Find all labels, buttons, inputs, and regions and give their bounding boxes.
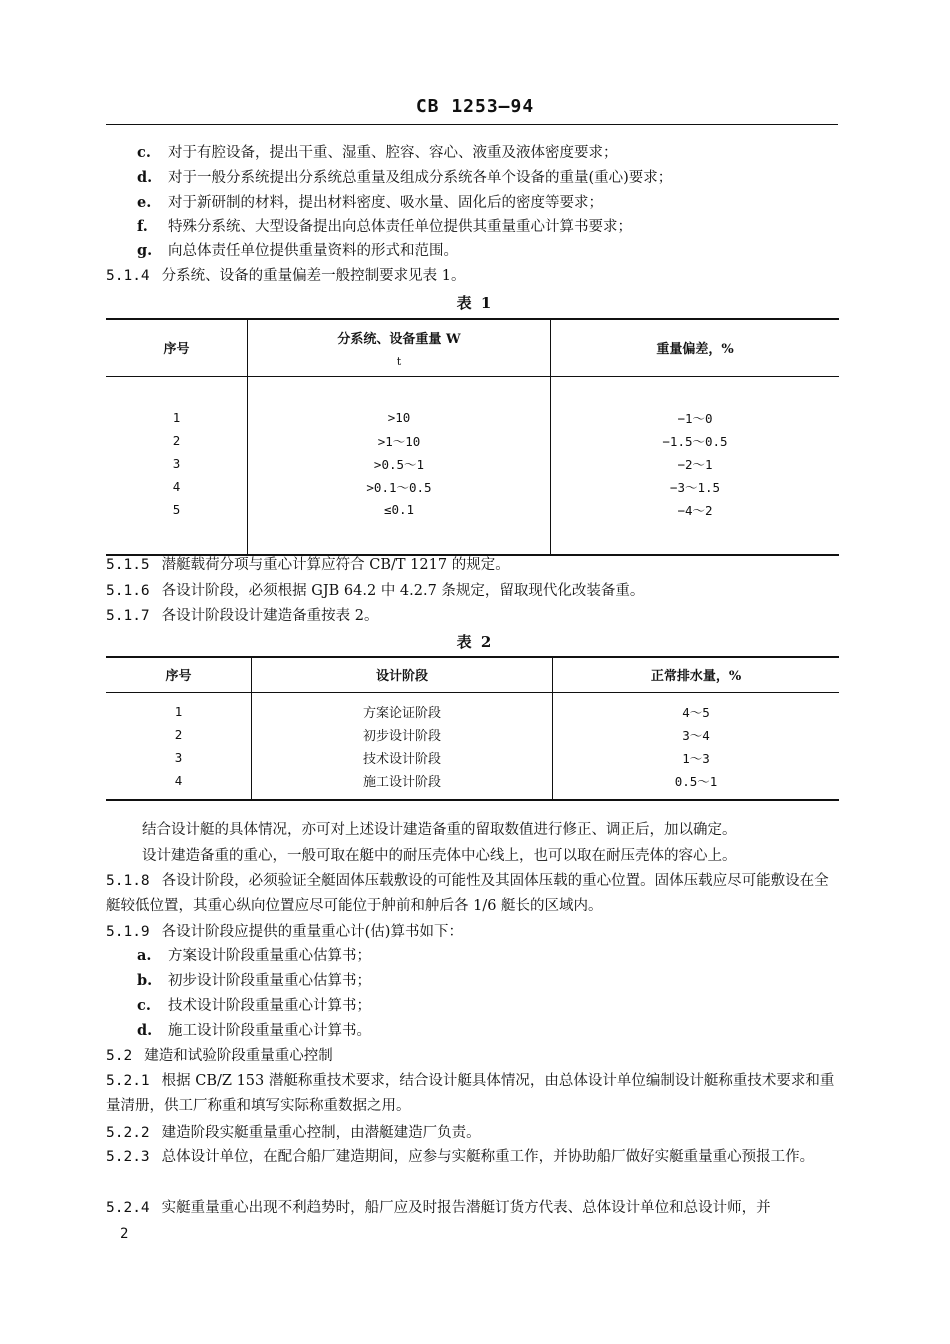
table-row [106, 429, 839, 452]
table-1 [106, 318, 839, 556]
list-text: 对于有腔设备，提出干重、湿重、腔容、容心、液重及液体密度要求； [168, 145, 618, 161]
table2-header-displacement: 正常排水量，% [553, 657, 840, 692]
table2-cell-percent: 3～4 [553, 723, 840, 746]
header-rule [106, 124, 838, 125]
list-text: 对于新研制的材料，提出材料密度、吸水量、固化后的密度等要求； [168, 195, 603, 211]
list-marker: c. [137, 997, 151, 1014]
table-row [106, 452, 839, 475]
section-text: 实艇重量重心出现不利趋势时，船厂应及时报告潜艇订货方代表、总体设计单位和总设计师，并 [161, 1200, 771, 1216]
section-5-2 [106, 1046, 333, 1066]
table2-cell-index: 3 [174, 750, 183, 765]
section-number: 5.1.5 [106, 557, 150, 573]
section-number: 5.1.7 [106, 608, 150, 624]
list-text: 初步设计阶段重量重心估算书； [168, 973, 371, 989]
table1-cell-weight: >10 [248, 406, 551, 429]
section-number: 5.1.4 [106, 268, 150, 284]
section-number: 5.1.6 [106, 583, 150, 599]
table1-cell-deviation: −1～0 [551, 406, 840, 429]
paragraph-center-of-gravity: 设计建造备重的重心，一般可取在艇中的耐压壳体中心线上，也可以取在耐压壳体的容心上。 [142, 848, 737, 864]
table1-cell-weight: ≤0.1 [248, 498, 551, 521]
section-5-1-8 [106, 869, 840, 918]
table1-cell-deviation: −1.5～0.5 [551, 429, 840, 452]
table1-cell-deviation: −3～1.5 [551, 475, 840, 498]
table1-cell-index: 4 [172, 479, 181, 494]
section-5-1-7 [106, 606, 379, 626]
section-text: 各设计阶段，必须根据 GJB 64.2 中 4.2.7 条规定，留取现代化改装备重。 [161, 583, 645, 599]
table-row [106, 769, 839, 792]
list-item-g [137, 241, 458, 261]
section-5-1-4 [106, 266, 466, 286]
table-row [106, 475, 839, 498]
section-5-1-6 [106, 581, 644, 601]
table-row [106, 700, 839, 723]
section-text: 根据 CB/Z 153 潜艇称重技术要求，结合设计艇具体情况，由总体设计单位编制设计艇称重技术要求和重量清册，供工厂称重和填写实际称重数据之用。 [106, 1073, 835, 1114]
list-marker: b. [137, 972, 153, 989]
table1-header-weight-unit: t [396, 354, 402, 368]
table-row [106, 746, 839, 769]
table1-cell-index: 5 [172, 502, 181, 517]
table1-cell-weight: >0.1～0.5 [248, 475, 551, 498]
list-marker: f. [137, 218, 148, 235]
section-5-2-2 [106, 1123, 481, 1143]
table1-header-weight-label: 分系统、设备重量 W [337, 331, 461, 347]
section-text: 分系统、设备的重量偏差一般控制要求见表 1。 [161, 268, 466, 284]
table2-cell-index: 1 [174, 704, 183, 719]
section-number: 5.2.2 [106, 1125, 150, 1141]
list-text: 特殊分系统、大型设备提出向总体责任单位提供其重量重心计算书要求； [168, 219, 632, 235]
table1-caption: 表 1 [456, 294, 494, 312]
section-number: 5.1.9 [106, 924, 150, 940]
section-5-2-3 [106, 1145, 840, 1170]
table-row [106, 723, 839, 746]
list-item-c2 [137, 996, 371, 1016]
table1-cell-weight: >1～10 [248, 429, 551, 452]
table1-cell-weight: >0.5～1 [248, 452, 551, 475]
list-text: 向总体责任单位提供重量资料的形式和范围。 [168, 243, 458, 259]
table1-cell-index: 1 [172, 410, 181, 425]
list-marker: c. [137, 144, 151, 161]
section-5-2-1 [106, 1069, 840, 1118]
table2-cell-stage: 方案论证阶段 [252, 700, 553, 723]
table-row [106, 406, 839, 429]
table1-cell-deviation: −2～1 [551, 452, 840, 475]
table1-cell-index: 3 [172, 456, 181, 471]
section-heading: 建造和试验阶段重量重心控制 [144, 1048, 333, 1064]
section-number: 5.2.1 [106, 1073, 150, 1089]
table1-header-index: 序号 [106, 319, 248, 376]
table2-caption: 表 2 [456, 633, 494, 651]
list-item-b [137, 971, 371, 991]
list-item-d [137, 168, 672, 188]
section-number: 5.2.4 [106, 1200, 150, 1216]
list-text: 方案设计阶段重量重心估算书； [168, 948, 371, 964]
page-number: 2 [120, 1226, 129, 1242]
section-5-1-5 [106, 555, 510, 575]
section-text: 总体设计单位，在配合船厂建造期间，应参与实艇称重工作，并协助船厂做好实艇重量重心预报工作。 [161, 1149, 815, 1165]
list-text: 对于一般分系统提出分系统总重量及组成分系统各单个设备的重量(重心)要求； [168, 170, 673, 186]
section-text: 各设计阶段，必须验证全艇固体压载敷设的可能性及其固体压载的重心位置。固体压载应尽可能敷设在全艇较低位置，其重心纵向位置应尽可能位于舯前和舯后各 1/6 艇长的区域内。 [106, 873, 829, 914]
table-row [106, 498, 839, 521]
table2-cell-index: 2 [174, 727, 183, 742]
table2-cell-percent: 0.5～1 [553, 769, 840, 792]
list-marker: g. [137, 242, 153, 259]
section-number: 5.1.8 [106, 873, 150, 889]
document-code: CB 1253—94 [415, 96, 535, 117]
section-5-1-9 [106, 922, 463, 942]
table2-cell-index: 4 [174, 773, 183, 788]
list-item-c [137, 143, 618, 163]
list-marker: a. [137, 947, 152, 964]
list-marker: d. [137, 1022, 153, 1039]
table1-cell-deviation: −4～2 [551, 498, 840, 521]
list-item-f [137, 217, 632, 237]
table2-cell-stage: 初步设计阶段 [252, 723, 553, 746]
table2-header-stage: 设计阶段 [252, 657, 553, 692]
table2-cell-stage: 施工设计阶段 [252, 769, 553, 792]
table1-cell-index: 2 [172, 433, 181, 448]
section-5-2-4 [106, 1198, 771, 1218]
table2-header-index: 序号 [106, 657, 252, 692]
table2-cell-percent: 1～3 [553, 746, 840, 769]
table1-header-deviation: 重量偏差，% [551, 319, 840, 376]
list-marker: e. [137, 194, 152, 211]
list-text: 施工设计阶段重量重心计算书。 [168, 1023, 371, 1039]
section-number: 5.2.3 [106, 1149, 150, 1165]
table-2 [106, 656, 839, 801]
list-marker: d. [137, 169, 153, 186]
section-text: 潜艇载荷分项与重心计算应符合 CB/T 1217 的规定。 [161, 557, 510, 573]
table1-header-weight [248, 319, 551, 376]
list-item-e [137, 193, 603, 213]
section-text: 各设计阶段设计建造备重按表 2。 [161, 608, 379, 624]
section-number: 5.2 [106, 1048, 133, 1064]
section-text: 建造阶段实艇重量重心控制，由潜艇建造厂负责。 [161, 1125, 481, 1141]
list-item-d2 [137, 1021, 371, 1041]
table2-cell-stage: 技术设计阶段 [252, 746, 553, 769]
table2-cell-percent: 4～5 [553, 700, 840, 723]
section-text: 各设计阶段应提供的重量重心计(估)算书如下： [161, 924, 463, 940]
list-text: 技术设计阶段重量重心计算书； [168, 998, 371, 1014]
list-item-a [137, 946, 371, 966]
paragraph-adjustment: 结合设计艇的具体情况，亦可对上述设计建造备重的留取数值进行修正、调正后，加以确定。 [142, 822, 737, 838]
